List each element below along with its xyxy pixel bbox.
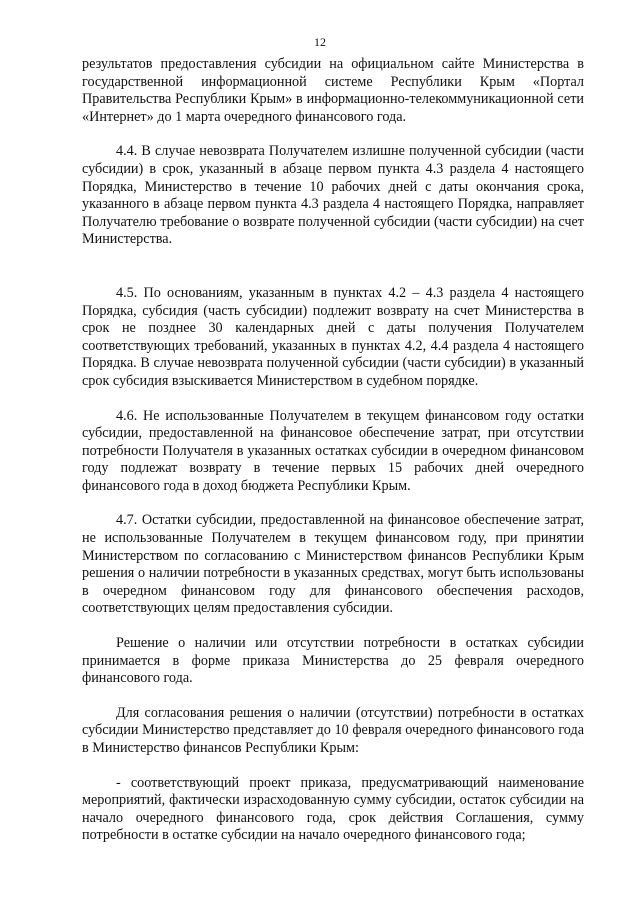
paragraph-results-publication: результатов предоставления субсидии на официальном сайте Министерства в государственной информационной системе Республики Крым «Портал Правительства Республики Крым» в информационно-телекоммуникационной сети «Интернет» до 1 марта очередного финансового года.	[82, 56, 584, 125]
paragraph-approval: Для согласования решения о наличии (отсутствии) потребности в остатках субсидии Министерство представляет до 10 февраля очередного финансового года в Министерство финансов Республики Крым:	[82, 704, 584, 756]
paragraph-draft-order: - соответствующий проект приказа, предусматривающий наименование мероприятий, фактически израсходованную сумму субсидии, остаток субсидии на начало очередного финансового года, срок действия Соглашения, сумму потребности в остатке субсидии на начало очередного финансового года;	[82, 774, 584, 844]
paragraph-4-4: 4.4. В случае невозврата Получателем излишне полученной субсидии (части субсидии) в срок, указанный в абзаце первом пункта 4.3 раздела 4 настоящего Порядка, Министерство в течение 10 рабочих дней с даты окончания срока, указанного в абзаце первом пункта 4.3 раздела 4 настоящего Порядка, направляет Получателю требование о возврате полученной субсидии (части субсидии) на счет Министерства.	[82, 143, 584, 248]
paragraph-4-6: 4.6. Не использованные Получателем в текущем финансовом году остатки субсидии, предоставленной на финансовое обеспечение затрат, при отсутствии потребности Получателя в указанных остатках субсидии в очередном финансовом году подлежат возврату в течение первых 15 рабочих дней очередного финансового года в доход бюджета Республики Крым.	[82, 407, 584, 494]
paragraph-4-5: 4.5. По основаниям, указанным в пунктах 4.2 – 4.3 раздела 4 настоящего Порядка, субсидия (часть субсидии) подлежит возврату на счет Министерства в срок не позднее 30 календарных дней с даты получения Получателем соответствующих требований, указанных в пунктах 4.2, 4.4 раздела 4 настоящего Порядка. В случае невозврата полученной субсидии (части субсидии) в указанный срок субсидия взыскивается Министерством в судебном порядке.	[82, 284, 584, 389]
page-number: 12	[314, 35, 326, 49]
document-body	[82, 56, 584, 845]
paragraph-4-7: 4.7. Остатки субсидии, предоставленной на финансовое обеспечение затрат, не использованные Получателем в текущем финансовом году, при принятии Министерством по согласованию с Министерством финансов Республики Крым решения о наличии потребности в указанных средствах, могут быть использованы в очередном финансовом году для финансового обеспечения расходов, соответствующих целям предоставления субсидии.	[82, 512, 584, 617]
paragraph-decision: Решение о наличии или отсутствии потребности в остатках субсидии принимается в форме приказа Министерства до 25 февраля очередного финансового года.	[82, 635, 584, 687]
